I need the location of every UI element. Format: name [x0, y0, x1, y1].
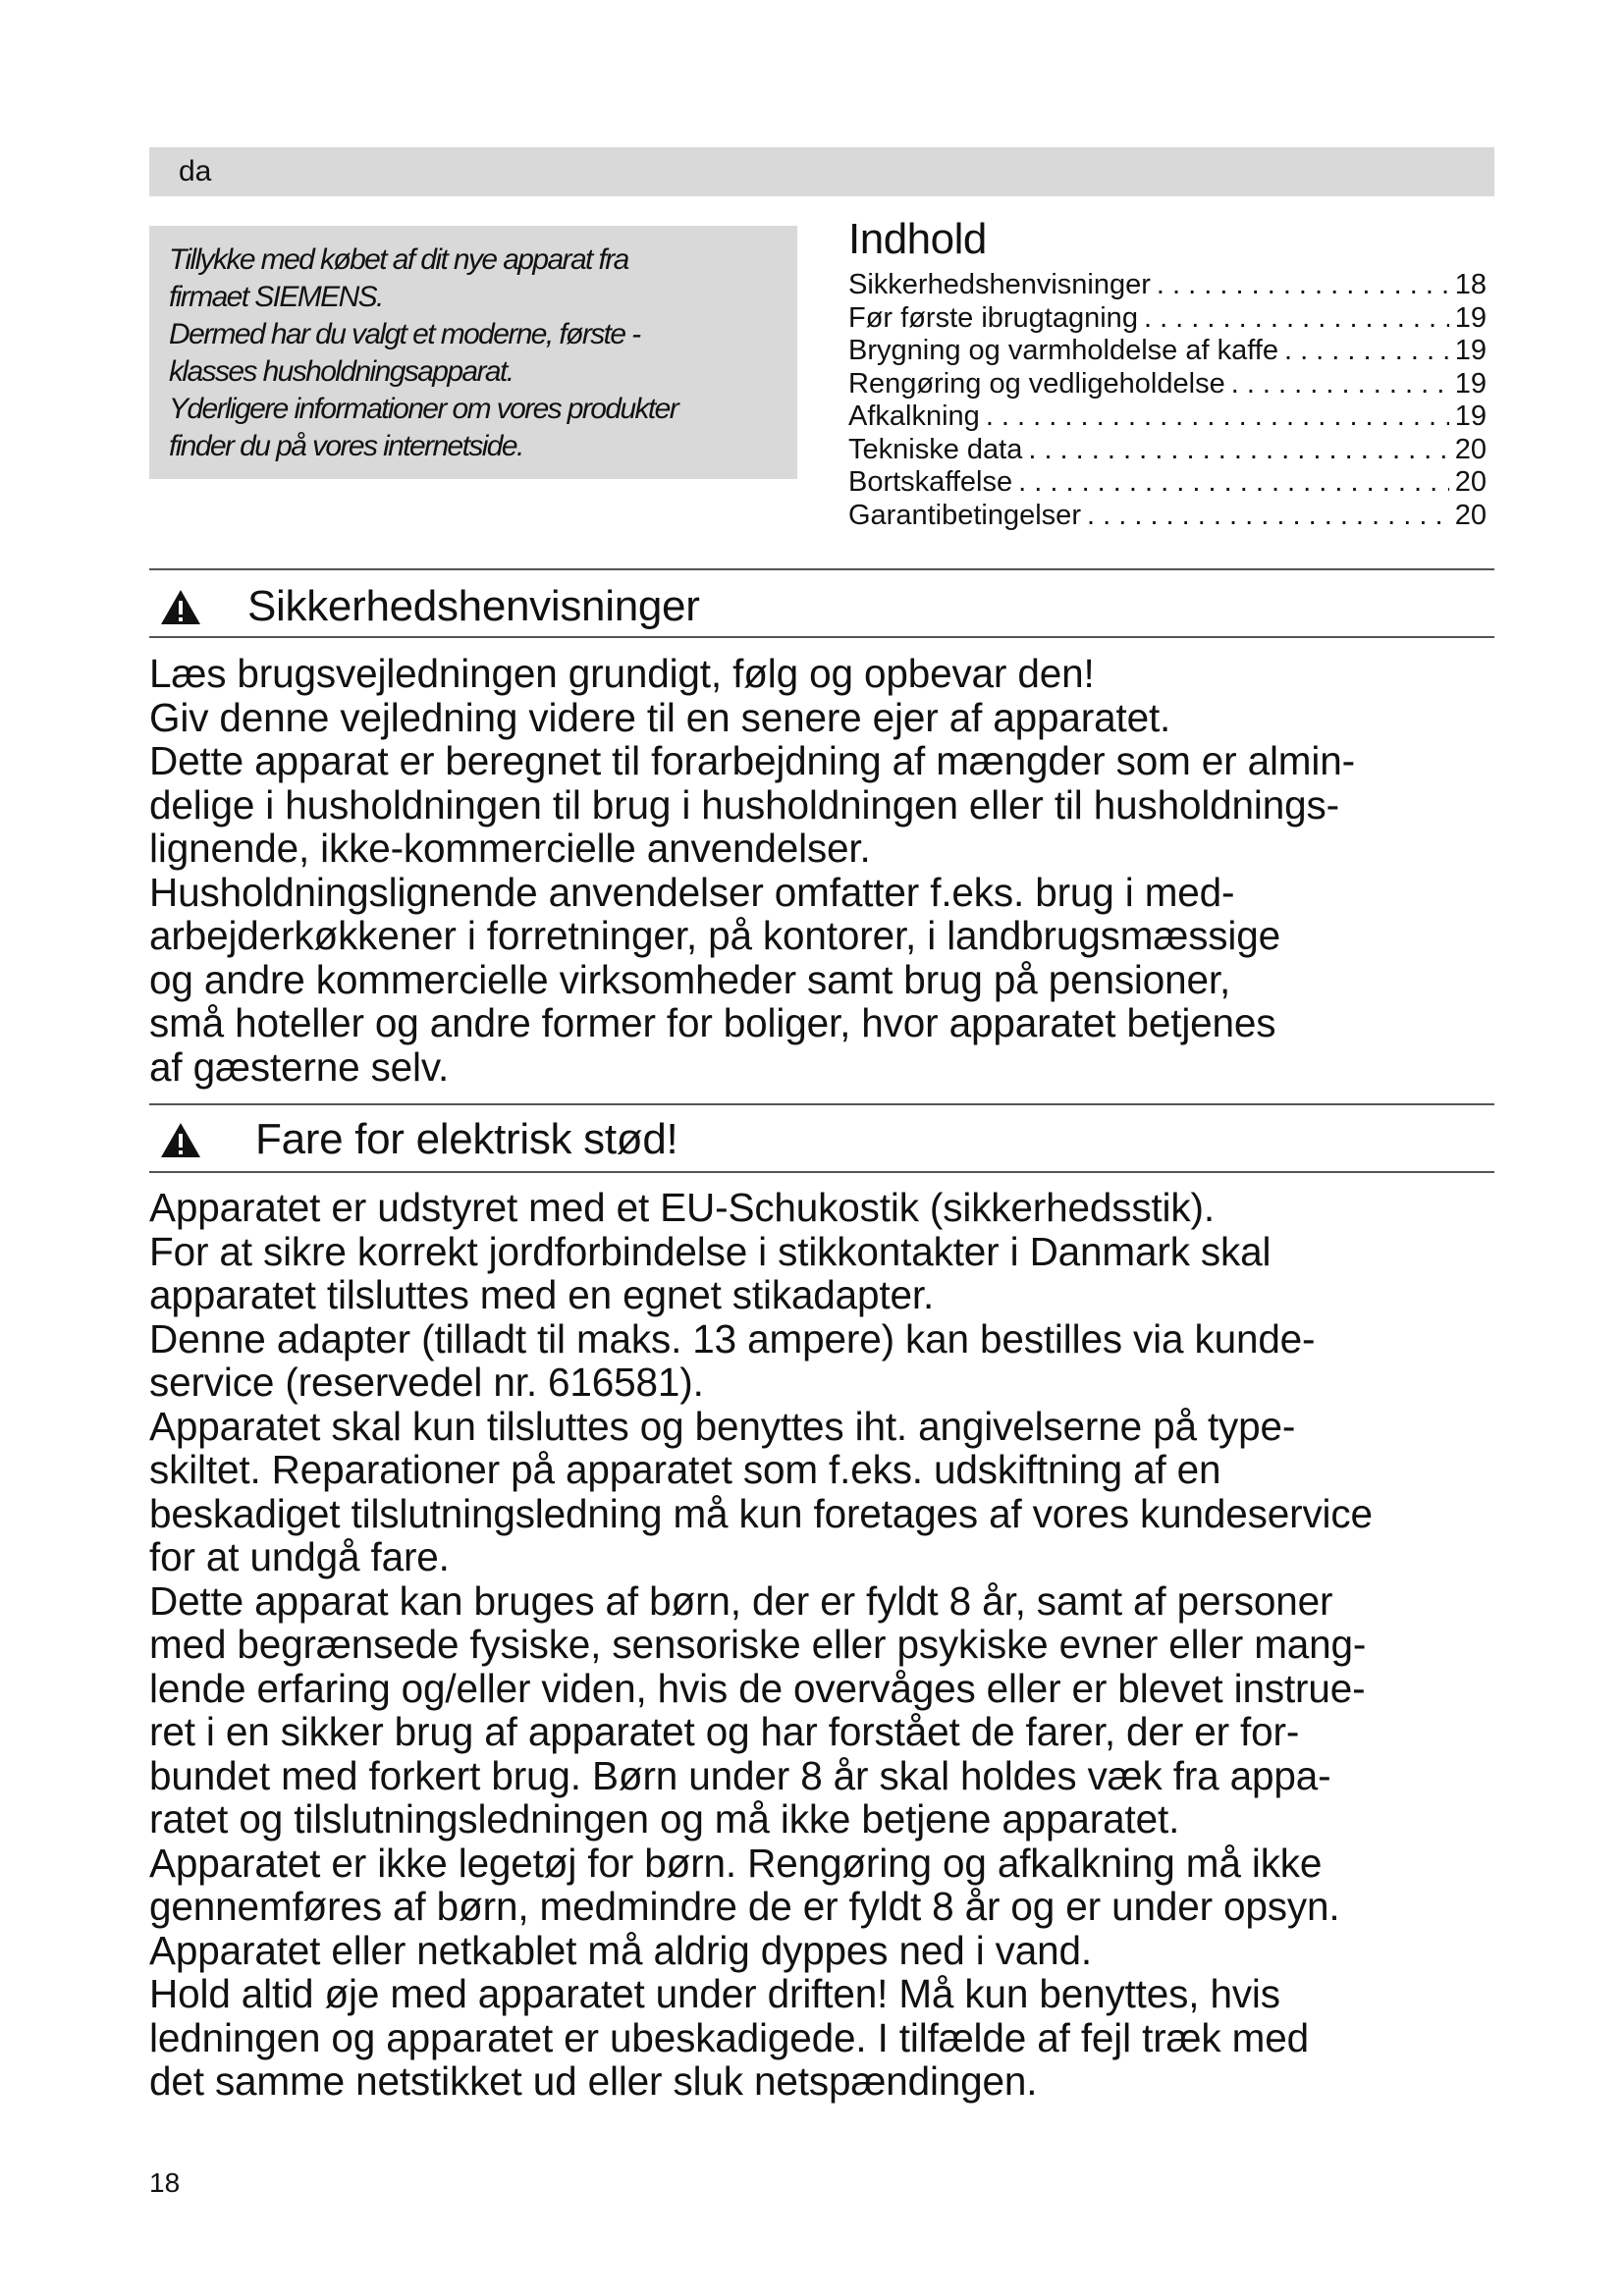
body-line: Apparatet er ikke legetøj for børn. Rengøring og afkalkning må ikke: [149, 1840, 1323, 1886]
toc-item: [848, 400, 1487, 434]
body-line: skiltet. Reparationer på apparatet som f.eks. udskiftning af en: [149, 1447, 1221, 1492]
warning-triangle-icon: [159, 1120, 202, 1159]
toc-leader-dots: [1087, 500, 1449, 533]
toc-leader-dots: [1231, 368, 1449, 401]
toc-item: [848, 500, 1487, 533]
warning-triangle-icon: [159, 587, 202, 626]
page-number: 18: [149, 2167, 181, 2198]
body-line: det samme netstikket ud eller sluk netspændingen.: [149, 2058, 1038, 2104]
body-line: lignende, ikke-kommercielle anvendelser.: [149, 826, 871, 871]
toc-item-page: 19: [1454, 367, 1487, 400]
intro-box: [149, 226, 797, 479]
toc-item: [848, 335, 1487, 368]
intro-line: firmaet SIEMENS.: [169, 281, 383, 313]
body-line: Apparatet skal kun tilsluttes og benyttes iht. angivelserne på type-: [149, 1403, 1296, 1449]
toc-item: [848, 466, 1487, 500]
toc-item-page: 19: [1454, 400, 1487, 432]
toc-item-page: 20: [1454, 433, 1487, 465]
body-line: arbejderkøkkener i forretninger, på kontorer, i landbrugsmæssige: [149, 913, 1280, 958]
toc-title: Indhold: [848, 215, 987, 263]
toc-leader-dots: [1144, 302, 1449, 336]
body-line: delige i husholdningen til brug i husholdningen eller til husholdnings-: [149, 781, 1339, 828]
electric-heading: Fare for elektrisk stød!: [255, 1115, 678, 1163]
body-line: Apparatet er udstyret med et EU-Schukostik (sikkerhedsstik).: [149, 1185, 1215, 1230]
body-line: Dette apparat kan bruges af børn, der er fyldt 8 år, samt af personer: [149, 1577, 1333, 1624]
body-line: Denne adapter (tilladt til maks. 13 ampere) kan bestilles via kunde-: [149, 1315, 1316, 1362]
section-divider-top: [149, 568, 1494, 570]
body-line: med begrænsede fysiske, sensoriske eller psykiske evner eller mang-: [149, 1622, 1367, 1667]
intro-line: Dermed har du valgt et moderne, første -: [169, 318, 640, 350]
body-line: service (reservedel nr. 616581).: [149, 1360, 704, 1405]
intro-line: Tillykke med købet af dit nye apparat fra: [169, 243, 628, 276]
toc-item-label: Før første ibrugtagning: [848, 301, 1138, 334]
safety-heading-row: [149, 577, 1494, 636]
table-of-contents: [848, 214, 1487, 532]
body-line: Hold altid øje med apparatet under driften! Må kun benyttes, hvis: [149, 1971, 1280, 2016]
body-line: ledningen og apparatet er ubeskadigede. I tilfælde af fejl træk med: [149, 2014, 1309, 2060]
toc-item-page: 18: [1454, 269, 1487, 300]
body-line: Giv denne vejledning videre til en senere ejer af apparatet.: [149, 694, 1171, 740]
body-line: bundet med forkert brug. Børn under 8 år skal holdes væk fra appa-: [149, 1752, 1331, 1798]
toc-item-page: 20: [1454, 499, 1487, 531]
intro-line: Yderligere informationer om vores produkter: [169, 393, 678, 425]
toc-item: [848, 434, 1487, 467]
language-bar: [149, 147, 1494, 196]
section-divider-bottom: [149, 1171, 1494, 1173]
toc-item: [848, 368, 1487, 401]
body-line: for at undgå fare.: [149, 1534, 450, 1579]
body-line: lende erfaring og/eller viden, hvis de overvåges eller er blevet instrue-: [149, 1665, 1366, 1711]
body-line: af gæsterne selv.: [149, 1043, 450, 1090]
body-line: beskadiget tilslutningsledning må kun foretages af vores kundeservice: [149, 1490, 1373, 1536]
toc-item-label: Rengøring og vedligeholdelse: [848, 367, 1225, 400]
toc-item-label: Bortskaffelse: [848, 466, 1013, 498]
body-line: gennemføres af børn, medmindre de er fyldt 8 år og er under opsyn.: [149, 1884, 1340, 1929]
body-line: ratet og tilslutningsledningen og må ikke betjene apparatet.: [149, 1796, 1180, 1842]
intro-line: finder du på vores internetside.: [169, 430, 523, 462]
toc-item-label: Sikkerhedshenvisninger: [848, 269, 1151, 300]
body-line: For at sikre korrekt jordforbindelse i stikkontakter i Danmark skal: [149, 1228, 1272, 1274]
toc-item-page: 19: [1454, 301, 1487, 334]
toc-leader-dots: [986, 400, 1449, 434]
toc-leader-dots: [1157, 269, 1449, 302]
body-line: og andre kommercielle virksomheder samt brug på pensioner,: [149, 956, 1231, 1002]
electric-body: [149, 1186, 1524, 2104]
toc-item-label: Afkalkning: [848, 400, 980, 432]
safety-heading: Sikkerhedshenvisninger: [247, 582, 700, 630]
toc-leader-dots: [1284, 335, 1449, 368]
language-code: da: [179, 155, 212, 187]
toc-item-label: Garantibetingelser: [848, 499, 1081, 531]
body-line: Apparatet eller netkablet må aldrig dyppes ned i vand.: [149, 1927, 1093, 1973]
section-divider-bottom: [149, 636, 1494, 638]
intro-line: klasses husholdningsapparat.: [169, 355, 514, 388]
electric-heading-row: [149, 1110, 1494, 1169]
toc-item-label: Tekniske data: [848, 433, 1023, 465]
body-line: små hoteller og andre former for boliger, hvor apparatet betjenes: [149, 1000, 1276, 1045]
toc-item: [848, 302, 1487, 336]
body-line: Læs brugsvejledningen grundigt, følg og opbevar den!: [149, 651, 1095, 696]
toc-item: [848, 269, 1487, 302]
toc-item-page: 19: [1454, 335, 1487, 366]
toc-item-page: 20: [1454, 466, 1487, 498]
toc-leader-dots: [1028, 434, 1448, 467]
safety-body: [149, 652, 1524, 1089]
body-line: ret i en sikker brug af apparatet og har forstået de farer, der er for-: [149, 1709, 1300, 1754]
section-divider-top: [149, 1103, 1494, 1105]
toc-item-label: Brygning og varmholdelse af kaffe: [848, 335, 1278, 366]
body-line: apparatet tilsluttes med en egnet stikadapter.: [149, 1272, 935, 1317]
body-line: Dette apparat er beregnet til forarbejdning af mængder som er almin-: [149, 738, 1355, 783]
body-line: Husholdningslignende anvendelser omfatter f.eks. brug i med-: [149, 869, 1235, 915]
toc-leader-dots: [1018, 466, 1449, 500]
